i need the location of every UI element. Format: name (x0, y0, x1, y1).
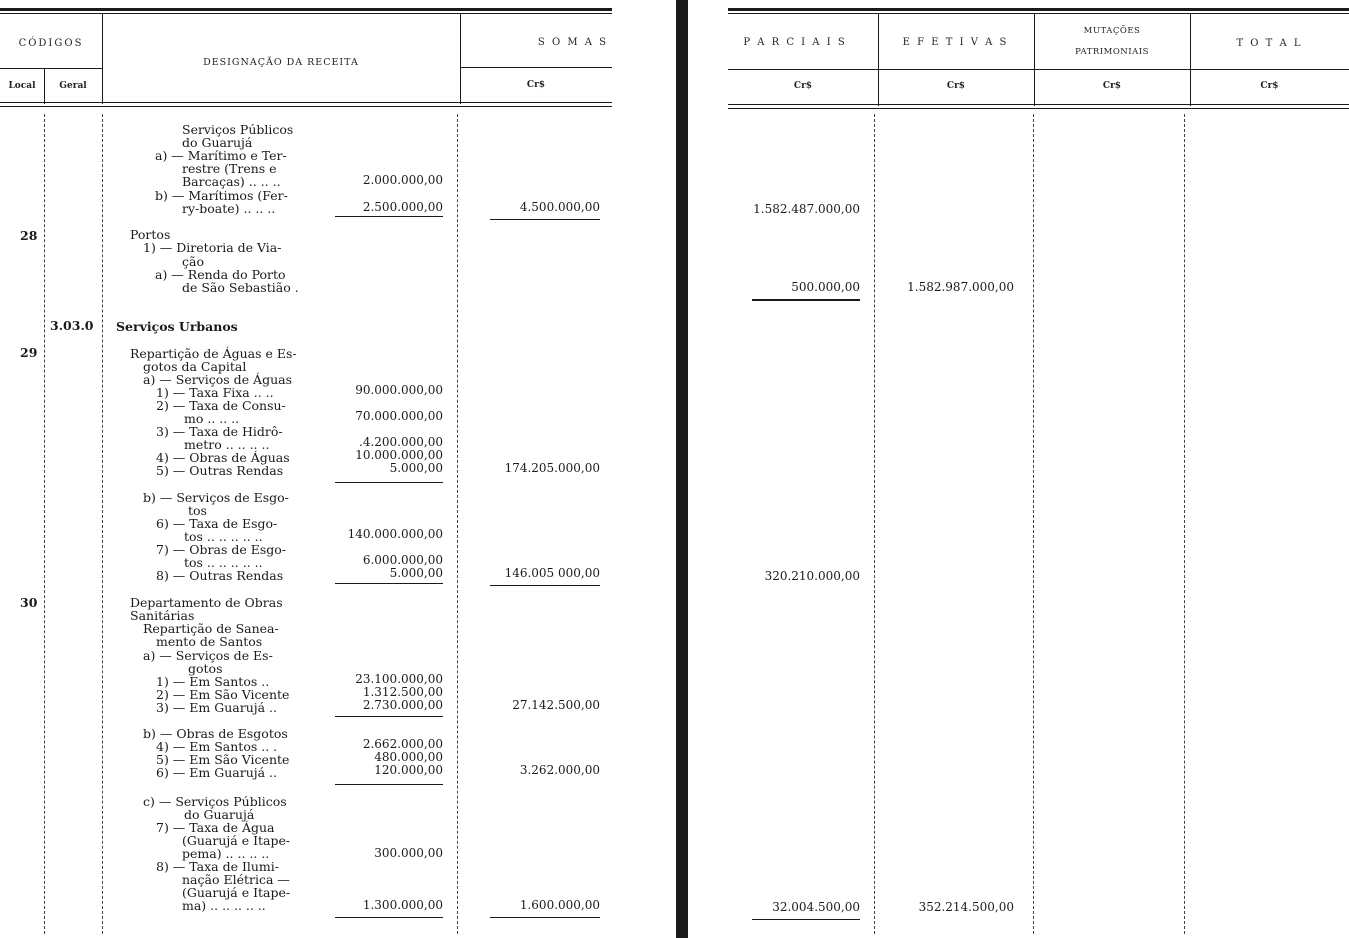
body-line-values (457, 114, 458, 934)
top-rule (0, 8, 612, 11)
parcel-value: .4.200.000,00 (359, 435, 443, 449)
desc-line: c) — Serviços Públicos (143, 794, 287, 809)
desc-line: do Guarujá (184, 807, 255, 822)
somas-value: 1.600.000,00 (519, 898, 600, 912)
parcel-value: 300.000,00 (374, 846, 443, 860)
top-rule-thin (0, 13, 612, 14)
parciais-value: 32.004.500,00 (772, 900, 860, 914)
top-rule (728, 8, 1349, 11)
desc-line: 8) — Taxa de Ilumi- (156, 859, 280, 874)
somas-rule (490, 585, 600, 586)
desc-line: a) — Serviços de Águas (143, 372, 293, 387)
header-bottom-rule-2 (728, 108, 1349, 109)
somas-value: 27.142.500,00 (512, 698, 600, 712)
subtotal-rule (335, 917, 443, 918)
desc-line: Repartição de Águas e Es- (130, 346, 297, 361)
desc-line: 5) — Em São Vicente (156, 752, 290, 767)
header-local: Local (8, 81, 36, 91)
desc-line: restre (Trens e (182, 161, 277, 176)
body-line-efetivas (1033, 114, 1034, 934)
desc-line: a) — Renda do Porto (155, 267, 286, 282)
body-line-geral (102, 114, 103, 934)
desc-line: b) — Obras de Esgotos (143, 726, 288, 741)
body-line-parciais (874, 114, 875, 934)
parcel-value: 2.730.000,00 (362, 698, 443, 712)
desc-line: (Guarujá e Itape- (182, 885, 291, 900)
subtotal-rule (335, 583, 443, 584)
header-bottom-rule-2 (0, 106, 612, 107)
desc-line: ção (182, 254, 204, 269)
code-30: 30 (20, 595, 38, 610)
col-line-designacao (460, 13, 461, 104)
unit-efetivas: Cr$ (946, 81, 966, 91)
desc-line: (Guarujá e Itape- (182, 833, 291, 848)
somas-value: 3.262.000,00 (519, 763, 600, 777)
desc-line: 8) — Outras Rendas (156, 568, 284, 583)
parcel-value: 480.000,00 (374, 750, 443, 764)
desc-line: 1) — Diretoria de Via- (143, 240, 282, 255)
header-efetivas: E F E T I V A S (902, 37, 1009, 48)
code-3-03-0: 3.03.0 (50, 318, 94, 333)
desc-line: 4) — Em Santos .. . (156, 739, 278, 754)
desc-line: 7) — Taxa de Água (156, 820, 275, 835)
subtotal-rule (335, 716, 443, 717)
code-28: 28 (20, 228, 38, 243)
desc-line: Sanitárias (130, 608, 195, 623)
efetivas-value: 1.582.987.000,00 (907, 280, 1014, 294)
parciais-value: 320.210.000,00 (764, 569, 860, 583)
unit-parciais: Cr$ (793, 81, 813, 91)
desc-line: gotos (188, 661, 223, 676)
desc-line: nação Elétrica — (182, 872, 290, 887)
body-line-mutacoes (1184, 114, 1185, 934)
col-line-efetivas (1034, 13, 1035, 106)
desc-line: 3) — Em Guarujá .. (156, 700, 277, 715)
unit-total: Cr$ (1260, 81, 1279, 91)
header-mid-rule (728, 69, 1349, 70)
desc-line: a) — Serviços de Es- (143, 648, 273, 663)
desc-line: 4) — Obras de Águas (156, 450, 290, 465)
desc-line: 1) — Taxa Fixa .. .. (156, 385, 274, 400)
desc-line: tos .. .. .. .. .. (184, 529, 263, 544)
header-somas-unit: Cr$ (526, 80, 546, 90)
desc-line: Departamento de Obras (130, 595, 283, 610)
desc-line: metro .. .. .. .. (184, 437, 270, 452)
header-codigos: CÓDIGOS (18, 38, 84, 49)
section-title: Serviços Urbanos (116, 319, 238, 334)
header-mutacoes-2: PATRIMONIAIS (1075, 47, 1149, 57)
header-parciais: P A R C I A I S (743, 37, 847, 48)
parciais-value: 500.000,00 (791, 280, 860, 294)
header-mutacoes-1: MUTAÇÕES (1083, 26, 1141, 36)
parcel-value: 70.000.000,00 (355, 409, 443, 423)
somas-value: 146.005 000,00 (504, 566, 600, 580)
desc-line: b) — Serviços de Esgo- (143, 490, 289, 505)
somas-divider (460, 67, 612, 68)
subtotal-rule (335, 482, 443, 483)
subtotal-rule (335, 216, 443, 217)
desc-line: gotos da Capital (143, 359, 247, 374)
somas-rule (490, 917, 600, 918)
desc-line: mo .. .. .. (184, 411, 240, 426)
body-line-local (44, 114, 45, 934)
parciais-rule (752, 299, 860, 301)
parcel-value: 1.312.500,00 (362, 685, 443, 699)
desc-line: 1) — Em Santos .. (156, 674, 270, 689)
desc-line: do Guarujá (182, 135, 253, 150)
col-line-geral (102, 13, 103, 104)
top-rule-thin (728, 13, 1349, 14)
codigos-divider (0, 68, 102, 69)
subtotal-rule (335, 784, 443, 785)
right-page (700, 0, 1349, 938)
desc-line: Serviços Públicos (182, 122, 294, 137)
desc-line: ma) .. .. .. .. .. (182, 898, 266, 913)
desc-line: 2) — Em São Vicente (156, 687, 290, 702)
desc-line: ry-boate) .. .. .. (182, 201, 276, 216)
parcel-value: 90.000.000,00 (355, 383, 443, 397)
efetivas-value: 352.214.500,00 (918, 900, 1014, 914)
header-bottom-rule (0, 102, 612, 103)
desc-line: 5) — Outras Rendas (156, 463, 284, 478)
desc-line: tos .. .. .. .. .. (184, 555, 263, 570)
desc-line: 6) — Em Guarujá .. (156, 765, 277, 780)
parcel-value: 10.000.000,00 (355, 448, 443, 462)
parcel-value: 2.500.000,00 (362, 200, 443, 214)
parcel-value: 140.000.000,00 (347, 527, 443, 541)
parcel-value: 2.000.000,00 (362, 173, 443, 187)
header-geral: Geral (59, 81, 87, 91)
unit-mutacoes: Cr$ (1102, 81, 1122, 91)
desc-line: pema) .. .. .. .. (182, 846, 270, 861)
desc-line: b) — Marítimos (Fer- (155, 188, 288, 203)
desc-line: Barcaças) .. .. .. (182, 174, 281, 189)
col-line-parciais (878, 13, 879, 106)
col-line-local (44, 68, 45, 104)
parcel-value: 120.000,00 (374, 763, 443, 777)
desc-line: 3) — Taxa de Hidrô- (156, 424, 283, 439)
page-gutter (676, 0, 688, 938)
parcel-value: 5.000,00 (389, 461, 443, 475)
code-29: 29 (20, 345, 38, 360)
parciais-rule (752, 919, 860, 920)
parciais-value: 1.582.487.000,00 (753, 202, 860, 216)
left-page (0, 0, 620, 938)
desc-line: 2) — Taxa de Consu- (156, 398, 286, 413)
desc-line: tos (188, 503, 207, 518)
header-total: T O T A L (1236, 38, 1303, 49)
header-designacao: DESIGNAÇÃO DA RECEITA (203, 57, 359, 68)
header-somas: S O M A S (537, 37, 608, 48)
parcel-value: 2.662.000,00 (362, 737, 443, 751)
somas-value: 174.205.000,00 (504, 461, 600, 475)
desc-line: 7) — Obras de Esgo- (156, 542, 287, 557)
desc-line: de São Sebastião . (182, 280, 299, 295)
somas-rule (490, 219, 600, 220)
parcel-value: 5.000,00 (389, 566, 443, 580)
col-line-mutacoes (1190, 13, 1191, 106)
desc-line: Repartição de Sanea- (143, 621, 279, 636)
parcel-value: 6.000.000,00 (362, 553, 443, 567)
somas-value: 4.500.000,00 (519, 200, 600, 214)
desc-line: mento de Santos (156, 634, 263, 649)
parcel-value: 23.100.000,00 (355, 672, 443, 686)
desc-line: 6) — Taxa de Esgo- (156, 516, 278, 531)
desc-line: Portos (130, 227, 171, 242)
header-bottom-rule (728, 104, 1349, 105)
desc-line: a) — Marítimo e Ter- (155, 148, 287, 163)
parcel-value: 1.300.000,00 (362, 898, 443, 912)
